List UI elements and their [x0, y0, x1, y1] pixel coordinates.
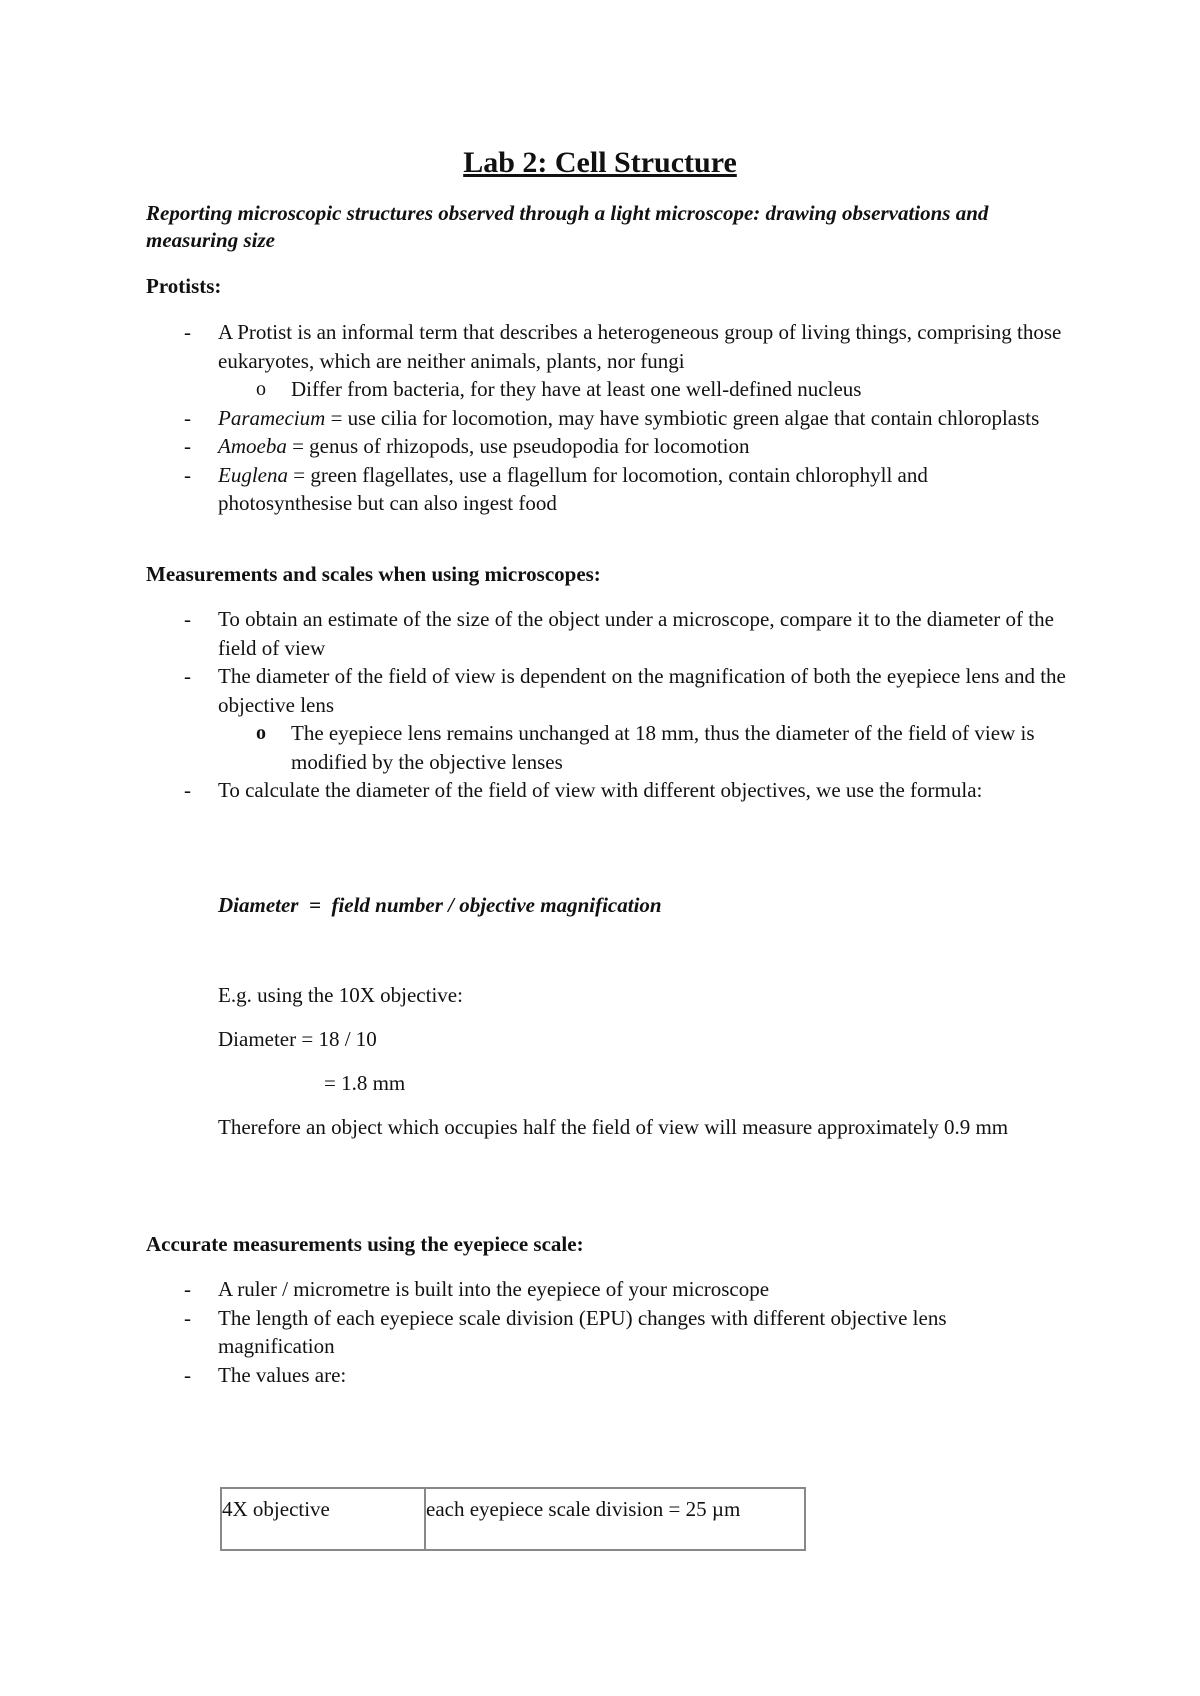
dash-bullet: -	[184, 405, 191, 430]
page-subtitle: Reporting microscopic structures observed through a light microscope: drawing observations and measuring size	[146, 201, 989, 252]
dash-bullet: -	[184, 1362, 191, 1387]
page-title: Lab 2: Cell Structure	[463, 146, 737, 179]
example-intro: E.g. using the 10X objective:	[218, 983, 463, 1007]
dash-bullet: -	[184, 1277, 191, 1301]
scale-value-cell: each eyepiece scale division = 25 µm	[425, 1488, 805, 1550]
dash-bullet: -	[184, 778, 191, 802]
euglena-term: Euglena	[218, 462, 288, 487]
list-item: - Amoeba = genus of rhizopods, use pseudopodia for locomotion	[146, 432, 1066, 461]
list-item: - The length of each eyepiece scale division (EPU) changes with different objective lens magnification	[184, 1305, 947, 1358]
list-item: - A ruler / micrometre is built into the eyepiece of your microscope	[146, 1275, 1066, 1304]
eyepiece-heading: Accurate measurements using the eyepiece scale:	[146, 1232, 584, 1256]
ring-bullet: o	[256, 722, 266, 744]
list-item: - The diameter of the field of view is dependent on the magnification of both the eyepiece lens and the objective lens	[184, 664, 1066, 717]
ring-bullet: o	[256, 378, 266, 400]
list-item: - The values are:	[146, 1361, 1066, 1390]
protists-heading: Protists:	[146, 274, 222, 298]
dash-bullet: -	[184, 607, 191, 631]
dash-bullet: -	[184, 320, 191, 344]
list-item: - Euglena = green flagellates, use a flagellum for locomotion, contain chlorophyll and photosynthesise but can also ingest food	[184, 462, 928, 515]
protists-list	[146, 318, 1066, 518]
objective-cell: 4X objective	[221, 1488, 425, 1550]
list-item: - Paramecium = use cilia for locomotion, may have symbiotic green algae that contain chloroplasts	[146, 404, 1066, 433]
values-table	[220, 1487, 806, 1551]
sub-list-item: o The eyepiece lens remains unchanged at 18 mm, thus the diameter of the field of view is modified by the objective lenses	[256, 721, 1035, 774]
table-row	[221, 1488, 805, 1550]
dash-bullet: -	[184, 462, 191, 487]
example-line-2: = 1.8 mm	[324, 1071, 406, 1095]
diameter-formula: Diameter = field number / objective magnification	[218, 893, 662, 917]
dash-bullet: -	[184, 1305, 191, 1330]
measurements-list	[146, 605, 1066, 805]
dash-bullet: -	[184, 664, 191, 688]
list-item: - A Protist is an informal term that describes a heterogeneous group of living things, comprising those eukaryotes, which are neither animals, plants, nor fungi	[184, 320, 1062, 373]
measurements-heading: Measurements and scales when using microscopes:	[146, 562, 601, 586]
list-item: - To obtain an estimate of the size of the object under a microscope, compare it to the diameter of the field of view	[184, 607, 1054, 660]
example-line-1: Diameter = 18 / 10	[218, 1027, 377, 1051]
list-item: - To calculate the diameter of the field of view with different objectives, we use the formula:	[146, 776, 1066, 805]
dash-bullet: -	[184, 434, 191, 458]
example-conclusion: Therefore an object which occupies half the field of view will measure approximately 0.9 mm	[218, 1115, 1009, 1139]
eyepiece-list	[146, 1275, 1066, 1389]
paramecium-term: Paramecium	[218, 405, 326, 430]
amoeba-term: Amoeba	[218, 434, 287, 458]
sub-list-item: o Differ from bacteria, for they have at least one well-defined nucleus	[146, 375, 1066, 404]
